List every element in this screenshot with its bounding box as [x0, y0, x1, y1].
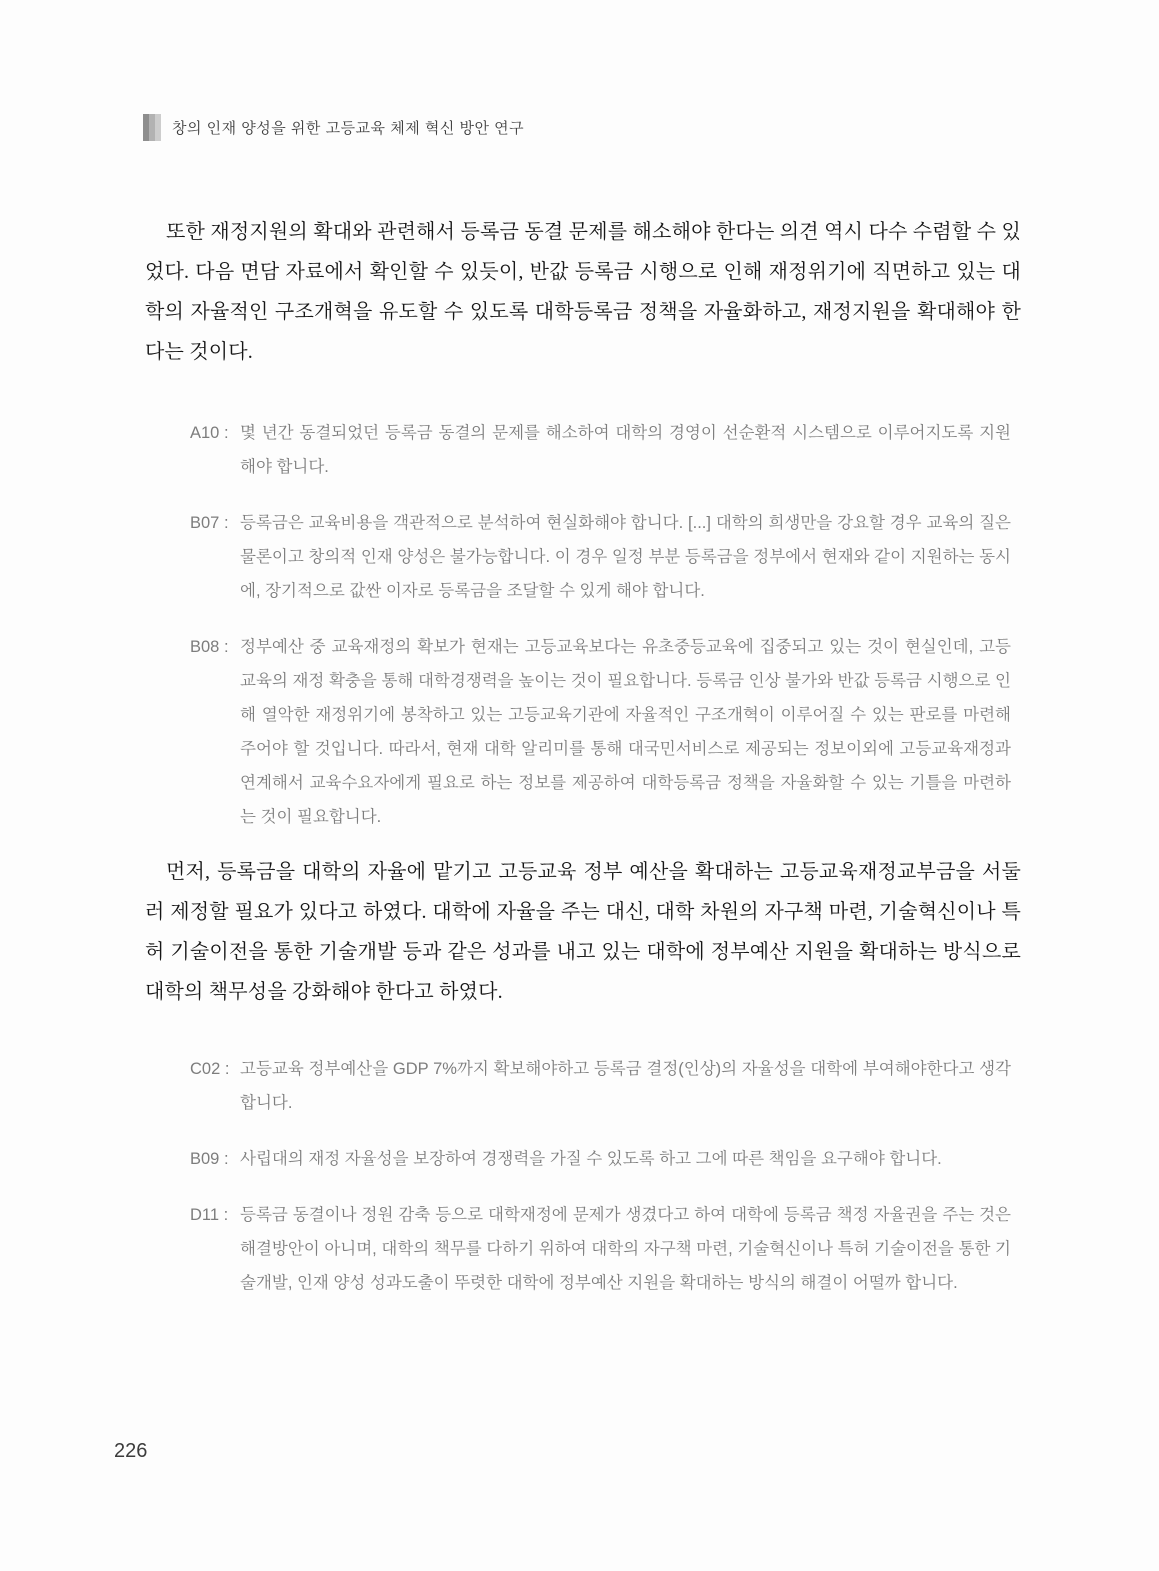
quote-text: 몇 년간 동결되었던 등록금 동결의 문제를 해소하여 대학의 경영이 선순환적 시스템으로 이루어지도록 지원해야 합니다. — [240, 424, 1011, 476]
quote-label: A10 : — [190, 424, 229, 442]
interview-quote-group — [190, 416, 1011, 834]
quote-text: 정부예산 중 교육재정의 확보가 현재는 고등교육보다는 유초중등교육에 집중되고 있는 것이 현실인데, 고등교육의 재정 확충을 통해 대학경쟁력을 높이는 것이 필요합니다. 등록금 인상 불가와 반값 등록금 시행으로 인해 열악한 재정위기에 봉착하고 있는 고등교육기관에 자율적인 구조개혁이 이루어질 수 있는 판로를 마련해주어야 할 것입니다. 따라서, 현재 대학 알리미를 통해 대국민서비스로 제공되는 정보이외에 고등교육재정과 연계해서 교육수요자에게 필요로 하는 정보를 제공하여 대학등록금 정책을 자율화할 수 있는 기틀을 마련하는 것이 필요합니다. — [240, 638, 1011, 826]
quote-text: 등록금 동결이나 정원 감축 등으로 대학재정에 문제가 생겼다고 하여 대학에 등록금 책정 자율권을 주는 것은 해결방안이 아니며, 대학의 책무를 다하기 위하여 대학의 자구책 마련, 기술혁신이나 특허 기술이전을 통한 기술개발, 인재 양성 성과도출이 뚜렷한 대학에 정부예산 지원을 확대하는 방식의 해결이 어떨까 합니다. — [240, 1206, 1011, 1292]
quote-block-a10 — [190, 416, 1011, 484]
quote-label: B07 : — [190, 514, 229, 532]
body-paragraph: 또한 재정지원의 확대와 관련해서 등록금 동결 문제를 해소해야 한다는 의견 역시 다수 수렴할 수 있었다. 다음 면담 자료에서 확인할 수 있듯이, 반값 등록금 시행으로 인해 재정위기에 직면하고 있는 대학의 자율적인 구조개혁을 유도할 수 있도록 대학등록금 정책을 자율화하고, 재정지원을 확대해야 한다는 것이다. — [145, 221, 1021, 363]
quote-block-d11 — [190, 1198, 1011, 1300]
quote-label: B09 : — [190, 1150, 229, 1168]
page-number: 226 — [114, 1440, 148, 1462]
running-header — [143, 114, 524, 141]
page-content — [145, 212, 1021, 1300]
quote-label: D11 : — [190, 1206, 229, 1224]
header-bars-icon — [143, 114, 161, 141]
body-paragraph: 먼저, 등록금을 대학의 자율에 맡기고 고등교육 정부 예산을 확대하는 고등교육재정교부금을 서둘러 제정할 필요가 있다고 하였다. 대학에 자율을 주는 대신, 대학 차원의 자구책 마련, 기술혁신이나 특허 기술이전을 통한 기술개발 등과 같은 성과를 내고 있는 대학에 정부예산 지원을 확대하는 방식으로 대학의 책무성을 강화해야 한다고 하였다. — [145, 861, 1021, 1003]
quote-text: 고등교육 정부예산을 GDP 7%까지 확보해야하고 등록금 결정(인상)의 자율성을 대학에 부여해야한다고 생각합니다. — [240, 1060, 1011, 1112]
interview-quote-group — [190, 1052, 1011, 1300]
quote-block-b07 — [190, 506, 1011, 608]
quote-label: C02 : — [190, 1060, 230, 1078]
quote-text: 사립대의 재정 자율성을 보장하여 경쟁력을 가질 수 있도록 하고 그에 따른 책임을 요구해야 합니다. — [240, 1150, 942, 1168]
quote-label: B08 : — [190, 638, 229, 656]
header-title: 창의 인재 양성을 위한 고등교육 체제 혁신 방안 연구 — [172, 120, 525, 137]
quote-block-b08 — [190, 630, 1011, 834]
quote-text: 등록금은 교육비용을 객관적으로 분석하여 현실화해야 합니다. [...] 대학의 희생만을 강요할 경우 교육의 질은 물론이고 창의적 인재 양성은 불가능합니다. 이 경우 일정 부분 등록금을 정부에서 현재와 같이 지원하는 동시에, 장기적으로 값싼 이자로 등록금을 조달할 수 있게 해야 합니다. — [240, 514, 1011, 600]
quote-block-b09 — [190, 1142, 1011, 1176]
quote-block-c02 — [190, 1052, 1011, 1120]
